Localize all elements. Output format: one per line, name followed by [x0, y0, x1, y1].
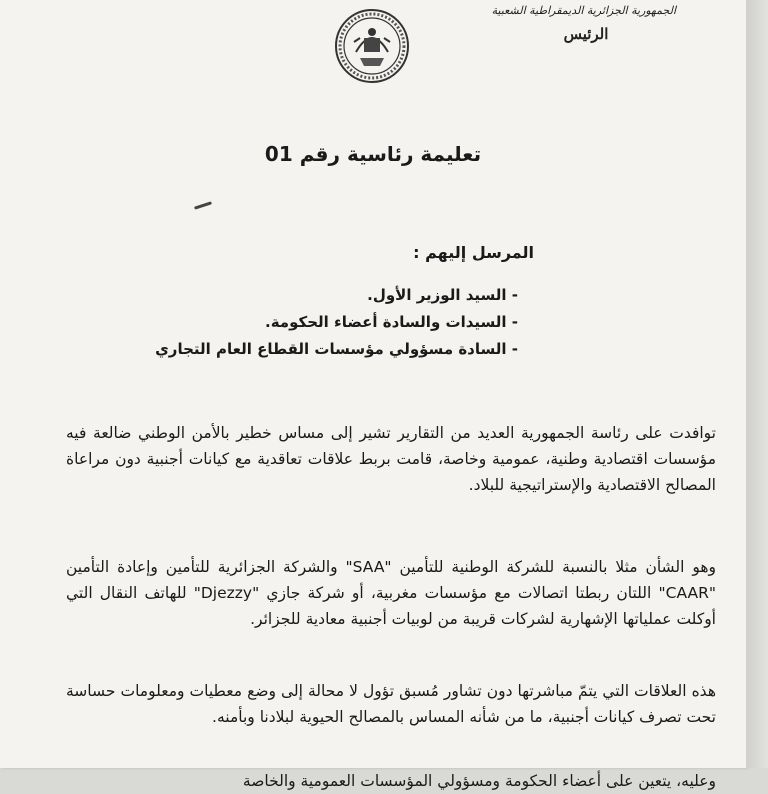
letterhead — [491, 4, 676, 43]
paragraph: توافدت على رئاسة الجمهورية العديد من التقارير تشير إلى مساس خطير بالأمن الوطني ضالعة فيه مؤسسات اقتصادية وطنية، عمومية وخاصة، قامت بربط علاقات تعاقدية مع كيانات أجنبية دون مراعاة المصالح الاقتصادية والإستراتيجية للبلاد. — [66, 423, 716, 494]
document-title: تعليمة رئاسية رقم 01 — [264, 142, 482, 166]
republic-seal-icon — [334, 8, 410, 84]
list-item: - السيد الوزير الأول. — [155, 282, 518, 309]
page-edge — [746, 0, 768, 768]
list-item: - السيدات والسادة أعضاء الحكومة. — [155, 309, 518, 336]
list-item: - السادة مسؤولي مؤسسات القطاع العام التجاري — [155, 336, 518, 363]
scan-mark — [194, 201, 212, 209]
paragraph: وعليه، يتعين على أعضاء الحكومة ومسؤولي المؤسسات العمومية والخاصة — [242, 771, 716, 790]
recipients-label: المرسل إليهم : — [413, 243, 534, 262]
recipients-list — [155, 282, 518, 363]
paragraph: هذه العلاقات التي يتمّ مباشرتها دون تشاور مُسبق تؤول لا محالة إلى وضع معطيات ومعلومات حساسة تحت تصرف كيانات أجنبية، ما من شأنه المساس بالمصالح الحيوية لبلادنا وبأمنه. — [66, 681, 716, 726]
office-line: الرئيس — [563, 25, 609, 43]
republic-line: الجمهورية الجزائرية الديمقراطية الشعبية — [491, 4, 676, 17]
paragraph: وهو الشأن مثلا بالنسبة للشركة الوطنية للتأمين "SAA" والشركة الجزائرية للتأمين وإعادة التأمين "CAAR" اللتان ربطتا اتصالات مع مؤسسات مغربية، أو شركة جازي "Djezzy" للهاتف النقال التي أوكلت عملياتها الإشهارية لشركات قريبة من لوبيات أجنبية معادية للجزائر. — [66, 557, 716, 628]
